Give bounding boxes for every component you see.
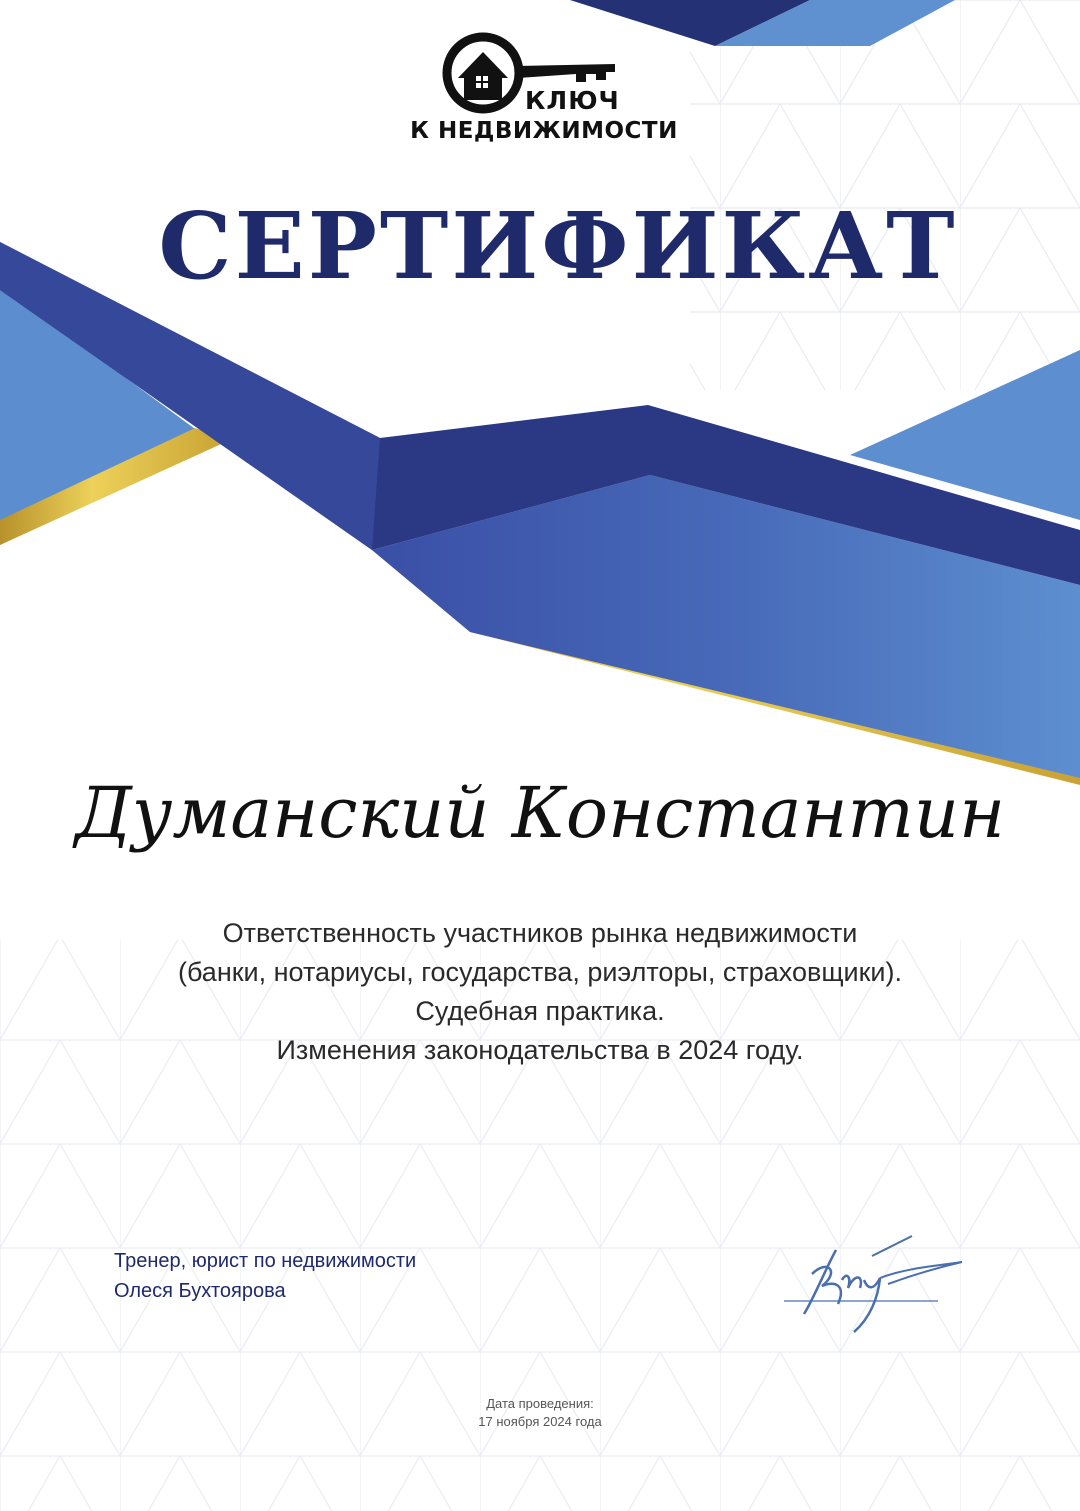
date-block [0,1395,1080,1431]
trainer-role: Тренер, юрист по недвижимости [114,1250,417,1272]
course-line: Судебная практика. [415,996,665,1026]
course-line: (банки, нотариусы, государства, риэлторы, страховщики). [177,957,903,987]
course-line: Изменения законодательства в 2024 году. [276,1035,804,1065]
course-line: Ответственность участников рынка недвижимости [222,918,858,948]
logo-word: КЛЮЧ [525,86,620,115]
signature [776,1228,976,1338]
trainer-name: Олеся Бухтоярова [114,1280,286,1302]
date-value: 17 ноября 2024 года [478,1414,602,1429]
recipient-name: Думанский Константин [74,772,1006,854]
logo-subtitle: К НЕДВИЖИМОСТИ [410,118,678,144]
certificate-title: СЕРТИФИКАТ [158,192,958,300]
trainer-block [114,1246,416,1306]
course-description [60,914,1020,1070]
date-label: Дата проведения: [486,1396,594,1411]
